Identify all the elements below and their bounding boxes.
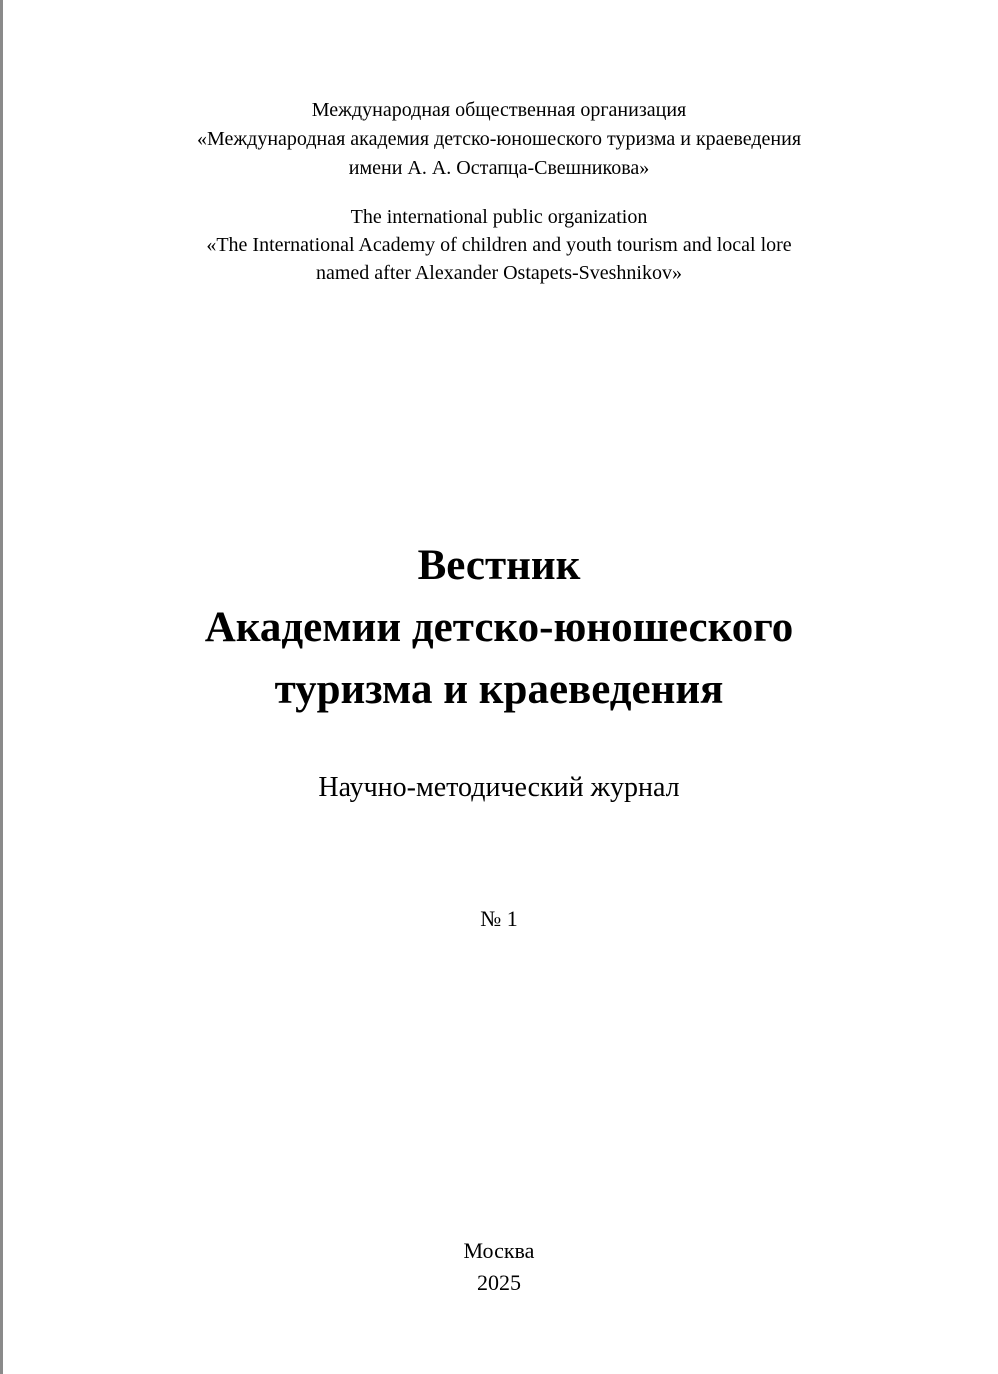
publication-info — [0, 1235, 998, 1299]
organization-en-line-1: The international public organization — [350, 206, 648, 228]
organization-en-line-2: «The International Academy of children and youth tourism and local lore — [206, 234, 792, 256]
publication-year: 2025 — [477, 1270, 521, 1295]
organization-ru-line-2: «Международная академия детско-юношеского туризма и краеведения — [196, 128, 802, 150]
journal-subtitle: Научно-методический журнал — [318, 772, 680, 803]
journal-title-line-1: Вестник — [417, 542, 581, 589]
journal-title-line-2: Академии детско-юношеского — [204, 604, 794, 651]
organization-ru-line-1: Международная общественная организация — [311, 99, 687, 121]
organization-ru-line-3: имени А. А. Остапца-Свешникова» — [348, 157, 650, 179]
organization-en — [0, 203, 998, 287]
journal-title-line-3: туризма и краеведения — [274, 666, 724, 713]
organization-ru — [0, 96, 998, 183]
organization-en-line-3: named after Alexander Ostapets-Sveshnikov» — [315, 262, 682, 284]
publication-city: Москва — [463, 1238, 535, 1263]
journal-title — [0, 535, 998, 721]
issue-number: № 1 — [480, 906, 518, 931]
